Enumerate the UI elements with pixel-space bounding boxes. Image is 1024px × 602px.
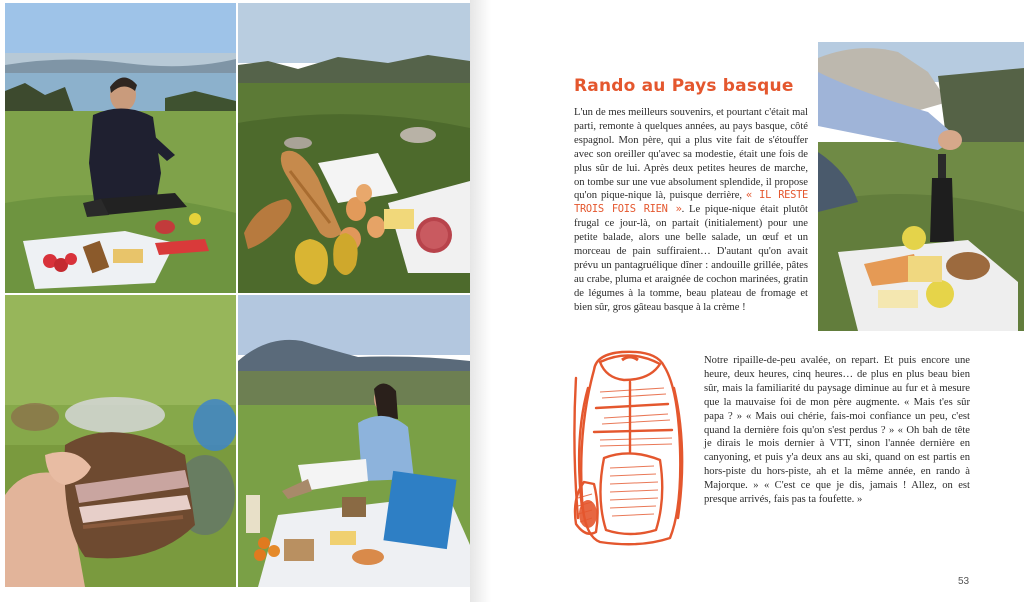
section-heading: Rando au Pays basque [574,76,794,96]
body-paragraph-1-part-a: L'un de mes meilleurs souvenirs, et pourtant c'était mal parti, remonte à quelques années, au pays basque, côté espagnol. Mon père, qui a plus vite fait de s'étouffer avec son oreiller qu'avec sa modestie, était une fois de plus sûr de lui. Après deux petites heures de marche, on tombe sur une vue absolument splendide, il propose qu'on pique-nique là, puisque derrière, [574,107,808,202]
body-paragraph-1 [574,106,808,315]
photo-picnic-food [238,3,470,293]
photo-wine-cheese [818,42,1024,331]
body-paragraph-1-part-b: . Le pique-nique était plutôt frugal ce jour-là, on partait (initialement) pour une petite balade, alors une belle salade, un œuf et un morceau de pain suffiraient… D'autant qu'on avait prévu un pantagruélique dîner : andouille grillée, pâtes au crabe, pluma et araignée de cochon marinées, gratin de légumes à la tomme, beau plateau de fromage et bien sûr, gros gâteau basque à la crème ! [574,204,808,313]
photo-sandwich-closeup [5,295,236,587]
page-number: 53 [958,576,970,587]
backpack-illustration [570,348,692,550]
page-gutter [470,0,500,602]
photo-woman-picnic-mountain [238,295,470,587]
body-paragraph-2: Notre ripaille-de-peu avalée, on repart. Et puis encore une heure, deux heures, cinq heures… de plus en plus beau bien sûr, mais la familiarité du paysage diminue au fur et à mesure que la mauvaise foi de mon père augmente. « Mais t'es sûr papa ? » « Mais oui chérie, fais-moi confiance un peu, c'est quand la dernière fois qu'on s'est perdus ? » « Oh bah de tête je dirais le mois dernier à VTT, sinon l'année dernière en canyoning, et puis y'a deux ans au ski, quand on est partis en hors-piste du hors-piste, ah et la même année, en rando à Majorque. » « C'est ce que je dis, jamais ! Allez, on est presque arrivés, fais pas ta foufette. » [704,355,970,506]
photo-man-picnic-lake [5,3,236,293]
handwritten-quote: « IL RESTE TROIS FOIS RIEN » [574,189,809,216]
